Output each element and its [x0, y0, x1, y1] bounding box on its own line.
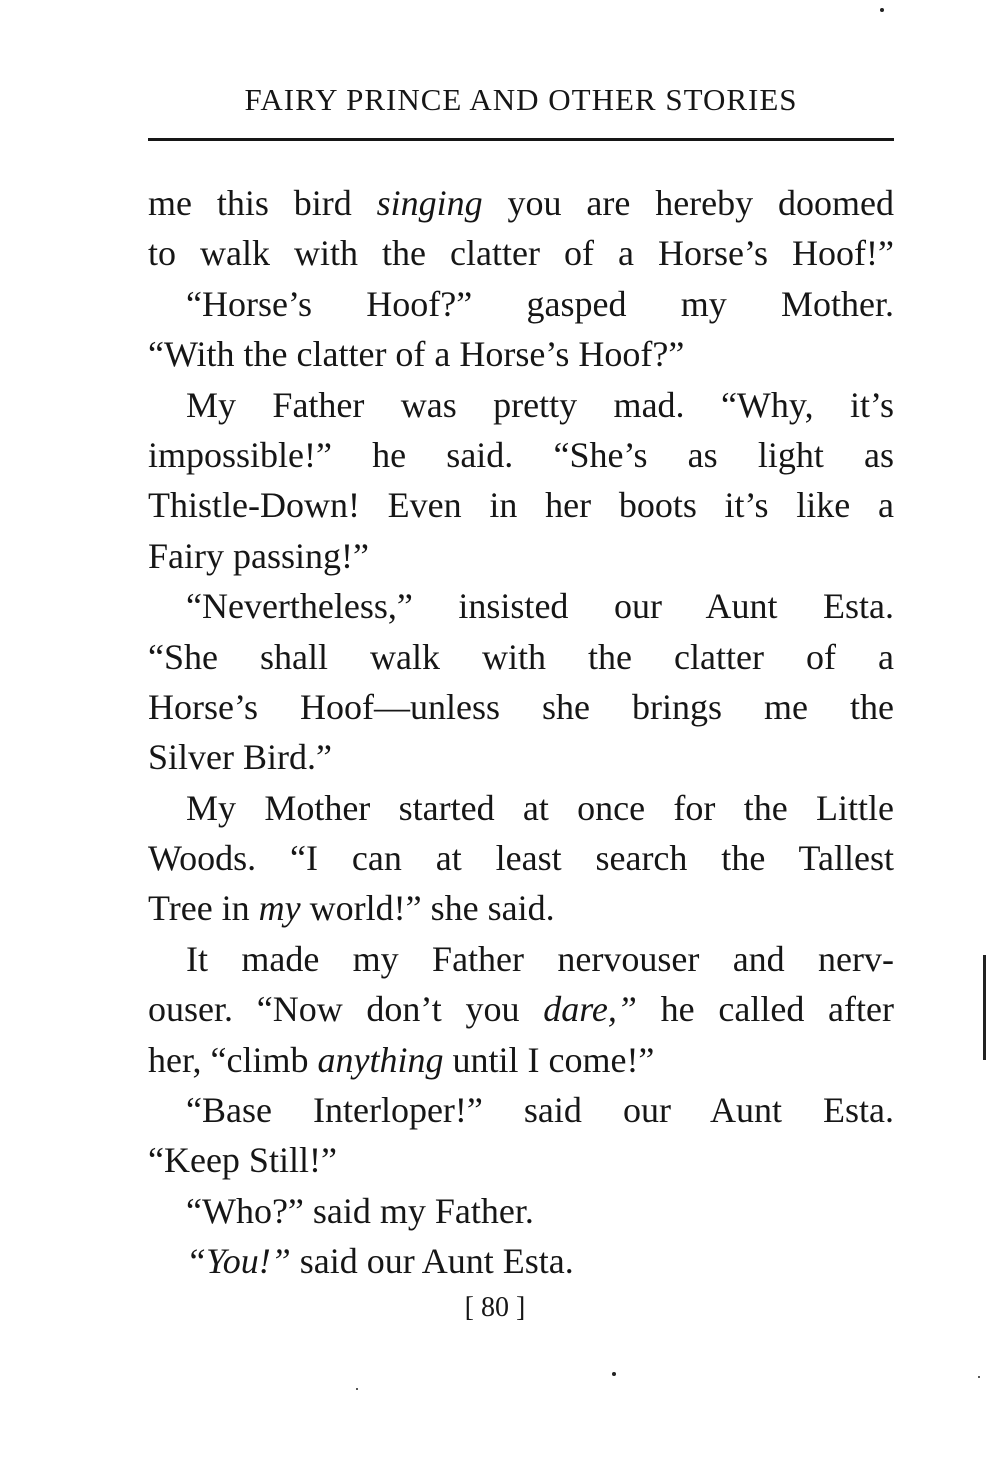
- italic-run: singing: [376, 183, 483, 223]
- header-rule: [148, 138, 894, 141]
- italic-run: my: [258, 888, 301, 929]
- text-run: It made my Father nervouser and nerv-: [186, 938, 894, 979]
- text-run: “Who?” said my Father.: [186, 1190, 534, 1231]
- text-run: Thistle-Down! Even in her boots it’s like a: [148, 485, 894, 526]
- text-line: [148, 934, 894, 984]
- text-line: [148, 228, 894, 278]
- text-run: “Base Interloper!” said our Aunt Esta.: [186, 1090, 894, 1131]
- text-line: [148, 732, 894, 782]
- text-line: [148, 178, 894, 228]
- text-run: My Mother started at once for the Little: [186, 787, 894, 828]
- text-line: [148, 1236, 894, 1286]
- text-run: My Father was pretty mad. “Why, it’s: [186, 384, 894, 425]
- text-run: “Horse’s Hoof?” gasped my Mother.: [186, 283, 894, 324]
- scan-speck: [978, 1376, 980, 1378]
- text-line: [148, 1186, 894, 1236]
- italic-run: dare,”: [543, 989, 637, 1030]
- text-line: [148, 833, 894, 883]
- text-line: [148, 279, 894, 329]
- scan-margin-mark: [983, 955, 986, 1060]
- text-line: [148, 380, 894, 430]
- text-run: her, “climb: [148, 1039, 318, 1080]
- text-line: [148, 581, 894, 631]
- text-run: ouser. “Now don’t you: [148, 989, 544, 1030]
- text-run: Tree in: [148, 888, 259, 929]
- text-line: [148, 480, 894, 530]
- scan-speck: [356, 1388, 358, 1390]
- text-run: Fairy passing!”: [148, 535, 369, 576]
- text-run: to walk with the clatter of a Horse’s Hoof!”: [148, 233, 894, 274]
- scan-speck: [880, 8, 884, 12]
- text-line: [148, 1035, 894, 1085]
- text-run: Silver Bird.”: [148, 737, 332, 778]
- text-run: impossible!” he said. “She’s as light as: [148, 434, 894, 475]
- text-line: [148, 783, 894, 833]
- page-body: [148, 178, 894, 1287]
- text-line: [148, 682, 894, 732]
- scan-speck: [612, 1372, 616, 1376]
- text-run: “Nevertheless,” insisted our Aunt Esta.: [186, 586, 894, 627]
- text-run: world!” she said.: [300, 888, 555, 929]
- text-line: [148, 1085, 894, 1135]
- text-run: until I come!”: [443, 1039, 655, 1080]
- text-line: [148, 430, 894, 480]
- text-run: “With the clatter of a Horse’s Hoof?”: [148, 334, 685, 375]
- page-number: [ 80 ]: [464, 1292, 526, 1323]
- text-line: [148, 329, 894, 379]
- italic-run: anything: [317, 1039, 444, 1080]
- text-run: Woods. “I can at least search the Tallest: [148, 838, 894, 879]
- text-line: [148, 1135, 894, 1185]
- text-line: [148, 531, 894, 581]
- text-run: “She shall walk with the clatter of a: [148, 636, 894, 677]
- text-run: “Keep Still!”: [148, 1140, 337, 1181]
- text-run: you are hereby doomed: [482, 183, 894, 223]
- text-line: [148, 632, 894, 682]
- text-run: me this bird: [148, 183, 377, 223]
- text-run: Horse’s Hoof—unless she brings me the: [148, 686, 894, 727]
- running-header: FAIRY PRINCE AND OTHER STORIES: [244, 82, 798, 117]
- text-run: said our Aunt Esta.: [290, 1241, 574, 1282]
- italic-run: “You!”: [186, 1241, 291, 1282]
- text-line: [148, 984, 894, 1034]
- text-line: [148, 883, 894, 933]
- text-run: he called after: [636, 989, 894, 1030]
